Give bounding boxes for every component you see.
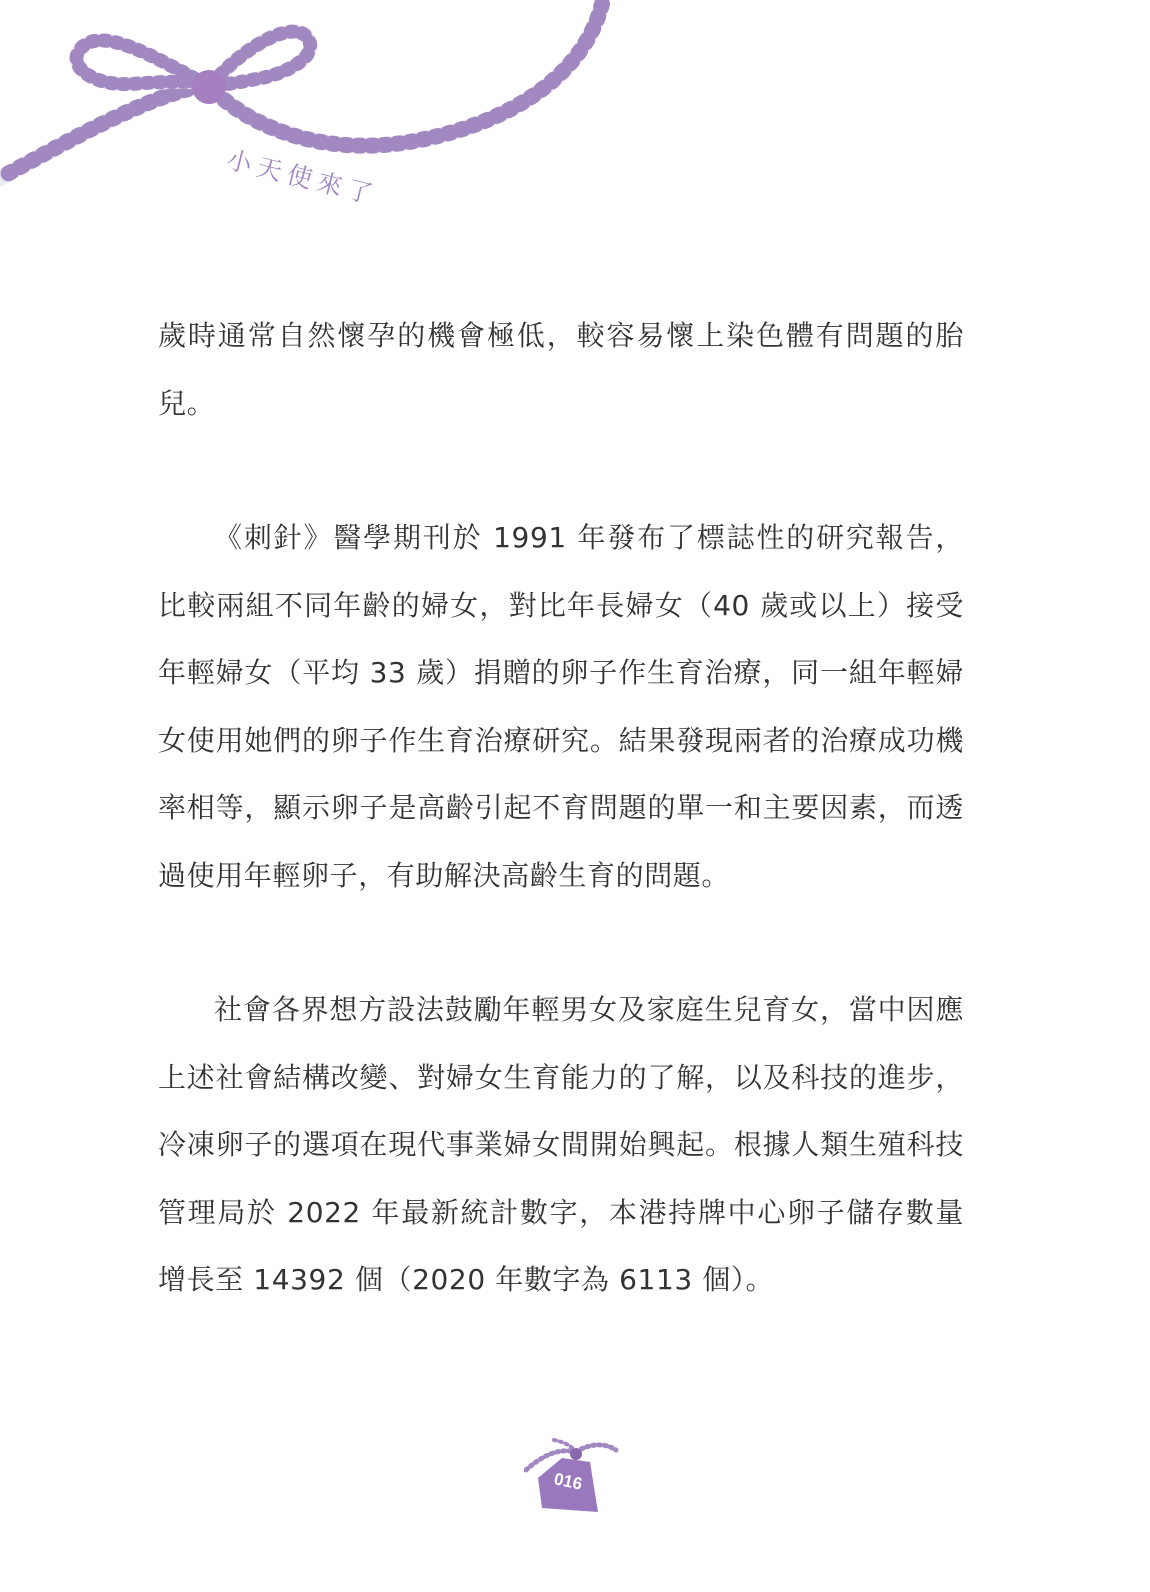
page-number: 016 <box>552 1469 584 1494</box>
section-title: 小天使來了 <box>223 144 382 211</box>
paragraph: 歲時通常自然懷孕的機會極低，較容易懷上染色體有問題的胎兒。 <box>158 319 964 420</box>
paragraph: 社會各界想方設法鼓勵年輕男女及家庭生兒育女，當中因應上述社會結構改變、對婦女生育能力的了解，以及科技的進步，冷凍卵子的選項在現代事業婦女間開始興起。根據人類生殖科技管理局於 2022 年最新統計數字，本港持牌中心卵子儲存數量增長至 14392 個（2020 年數字為 6113 個）。 <box>158 993 964 1296</box>
paragraph: 《刺針》醫學期刊於 1991 年發布了標誌性的研究報告，比較兩組不同年齡的婦女，對比年長婦女（40 歲或以上）接受年輕婦女（平均 33 歲）捐贈的卵子作生育治療，同一組年輕婦女使用她們的卵子作生育治療研究。結果發現兩者的治療成功機率相等，顯示卵子是高齡引起不育問題的單一和主要因素，而透過使用年輕卵子，有助解決高齡生育的問題。 <box>158 521 964 892</box>
rope-knot-icon <box>192 70 226 104</box>
body-text <box>158 302 964 1314</box>
